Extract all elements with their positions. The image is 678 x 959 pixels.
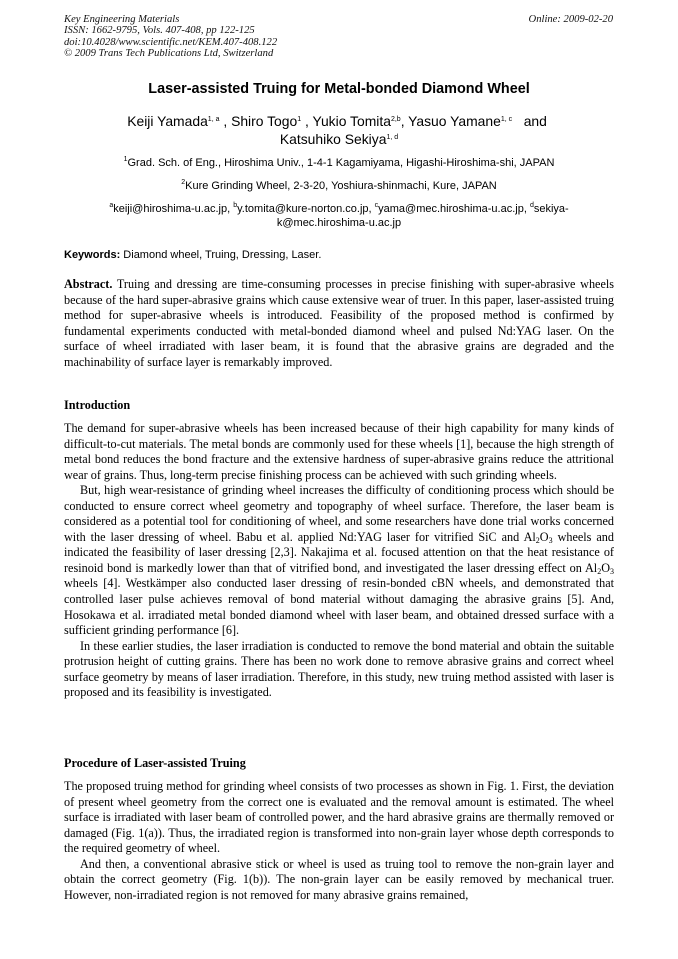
author-separator: , xyxy=(301,113,313,129)
author-separator: and xyxy=(512,113,551,129)
author-name: Yukio Tomita xyxy=(312,113,391,129)
section-procedure xyxy=(64,779,614,903)
email-mark: b xyxy=(233,202,238,209)
email-address: y.tomita@kure-norton.co.jp, xyxy=(237,203,375,215)
issn-line: ISSN: 1662-9795, Vols. 407-408, pp 122-125 xyxy=(64,25,255,37)
author-name: Keiji Yamada xyxy=(127,113,208,129)
affiliation-text: Grad. Sch. of Eng., Hiroshima Univ., 1-4-1 Kagamiyama, Higashi-Hiroshima-shi, JAPAN xyxy=(127,157,555,169)
author-name: Yasuo Yamane xyxy=(408,113,501,129)
email-mark: d xyxy=(529,202,534,209)
author-affiliation-mark: 1, d xyxy=(386,134,399,141)
email-mark: a xyxy=(109,202,114,209)
email-address: yama@mec.hiroshima-u.ac.jp, xyxy=(378,203,530,215)
keywords xyxy=(64,248,321,262)
paragraph: The demand for super-abrasive wheels has been increased because of their high capability for many kinds of difficult-to-cut materials. The metal bonds are commonly used for these wheels [1], because the high strength of metal bond reduces the bond fracture and the extensive hardness of super-abrasive grains reduce the attritional wear of grains. Thus, long-term precise finishing process can be achieved with such grinding wheels. xyxy=(64,421,614,482)
keywords-text: Diamond wheel, Truing, Dressing, Laser. xyxy=(120,249,322,261)
abstract-text: Truing and dressing are time-consuming processes in precise finishing with super-abrasive wheels because of the hard super-abrasive grains which cause extensive wear of truer. In this paper, laser-assisted truing method for super-abrasive wheels is introduced. Feasibility of the proposed method is confirmed by fundamental experiments conducted with metal-bonded diamond wheel and pulsed Nd:YAG laser. On the surface of wheel irradiated with laser beam, it is found that the abrasive grains are degraded and the machinability of surface layer is remarkably improved. xyxy=(64,277,614,369)
affiliation-1 xyxy=(64,156,614,170)
affiliation-text: Kure Grinding Wheel, 2-3-20, Yoshiura-shinmachi, Kure, JAPAN xyxy=(185,180,497,192)
section-introduction xyxy=(64,421,614,701)
author-name: Katsuhiko Sekiya xyxy=(279,131,387,147)
email-address: sekiya-k@mec.hiroshima-u.ac.jp xyxy=(276,203,569,229)
doi-line: doi:10.4028/www.scientific.net/KEM.407-408.122 xyxy=(64,36,278,48)
author-affiliation-mark: 2,b xyxy=(390,116,401,123)
author-affiliation-mark: 1 xyxy=(297,116,302,123)
paragraph: The proposed truing method for grinding wheel consists of two processes as shown in Fig. 1. First, the deviation of present wheel geometry from the correct one is evaluated and the removal amount is estimated. The wheel surface is irradiated with laser beam of controlled power, and the hard abrasive grains are thermally removed or damaged (Fig. 1(a)). Thus, the irradiated region is transformed into non-grain layer whose depth corresponds to the required geometry of wheel. xyxy=(64,779,614,856)
copyright-line: © 2009 Trans Tech Publications Ltd, Switzerland xyxy=(64,47,274,59)
author-affiliation-mark: 1, c xyxy=(500,116,513,123)
abstract xyxy=(64,277,614,370)
email-mark: c xyxy=(374,202,379,209)
email-address: keiji@hiroshima-u.ac.jp, xyxy=(113,203,234,215)
paragraph: And then, a conventional abrasive stick or wheel is used as truing tool to remove the non-grain layer and obtain the correct geometry (Fig. 1(b)). The non-grain layer can be easily removed by mechanical truer. However, non-irradiated region is not removed for many abrasive grains remained, xyxy=(64,856,614,902)
section-heading-procedure: Procedure of Laser-assisted Truing xyxy=(64,756,246,770)
author-separator: , xyxy=(400,113,409,129)
abstract-label: Abstract. xyxy=(64,277,113,291)
author-affiliation-mark: 1, a xyxy=(207,116,220,123)
affiliation-2 xyxy=(64,179,614,193)
affiliation-mark: 2 xyxy=(181,179,186,186)
paper-title: Laser-assisted Truing for Metal-bonded Diamond Wheel xyxy=(148,81,530,97)
author-list xyxy=(64,112,614,148)
author-separator: , xyxy=(219,113,232,129)
paragraph: But, high wear-resistance of grinding wheel increases the difficulty of conditioning process which should be conducted to ensure correct wheel geometry and topography of wheel surface. Therefore, the laser beam is considered as a potential tool for conditioning of wheel, and some researchers have done trial works concerned with the laser dressing of wheel. Babu et al. applied Nd:YAG laser for vitrified SiC and $Al_2O_3$ wheels and indicated the feasibility of laser dressing [2,3]. Nakajima et al. focused attention on that the heat resistance of resinoid bond is markedly lower than that of vitrified bond, and investigated the laser dressing effect on $Al_2O_3$ wheels [4]. Westkämper also conducted laser dressing of resin-bonded cBN wheels, and demonstrated that controlled laser pulse achieves removal of bond material without damaging the abrasive grains [5]. And, Hosokawa et al. irradiated metal bonded diamond wheel with laser beam, and obtained dressed surface with a sufficient grinding performance [6]. xyxy=(64,483,614,638)
email-list xyxy=(64,202,614,230)
affiliation-mark: 1 xyxy=(123,156,128,163)
paragraph: In these earlier studies, the laser irradiation is conducted to remove the bond material and obtain the suitable protrusion height of cutting grains. There has been no work done to remove abrasive grains and correct wheel surface geometry by means of laser irradiation. Therefore, in this study, new truing method assisted with laser is proposed and its feasibility is investigated. xyxy=(64,638,614,700)
author-name: Shiro Togo xyxy=(231,113,298,129)
keywords-label: Keywords: xyxy=(64,249,121,261)
section-heading-introduction: Introduction xyxy=(64,398,131,412)
journal-name: Key Engineering Materials xyxy=(64,14,180,25)
journal-header xyxy=(64,14,277,59)
online-date: Online: 2009-02-20 xyxy=(528,14,613,25)
